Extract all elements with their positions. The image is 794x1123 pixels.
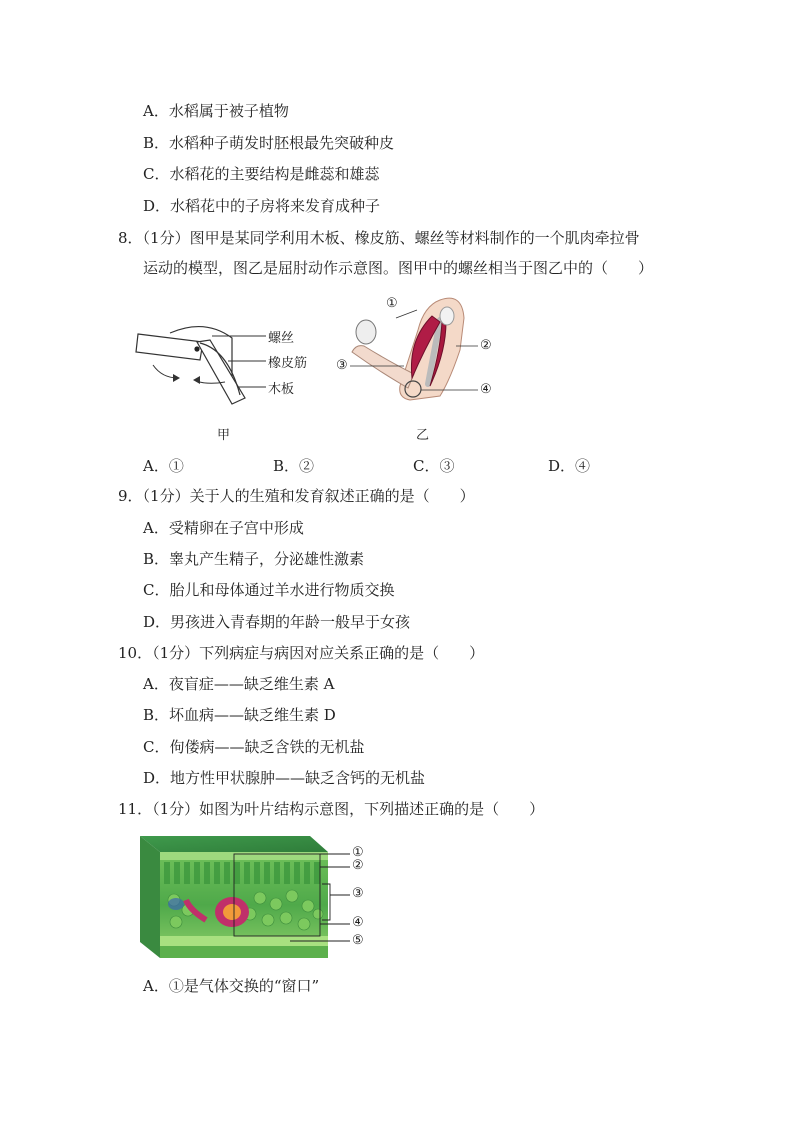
q10-option-b: B．坏血病——缺乏维生素 D: [143, 706, 336, 724]
q7-option-d: D．水稻花中的子房将来发育成种子: [143, 197, 381, 215]
q8-stem-line1: 8．（1分）图甲是某同学利用木板、橡皮筋、螺丝等材料制作的一个肌肉牵拉骨: [118, 229, 640, 247]
q8-option-b: B．②: [273, 457, 315, 475]
label-yi-1: ①: [386, 296, 398, 311]
q9-option-c: C．胎儿和母体通过羊水进行物质交换: [143, 581, 395, 599]
q10-option-a: A．夜盲症——缺乏维生素 A: [143, 675, 335, 693]
q9-stem: 9．（1分）关于人的生殖和发育叙述正确的是（ ）: [118, 487, 475, 505]
q8-option-d: D．④: [548, 457, 591, 475]
q8-option-a: A．①: [143, 457, 184, 475]
caption-yi: 乙: [416, 428, 430, 443]
q10-option-d: D．地方性甲状腺肿——缺乏含钙的无机盐: [143, 769, 426, 787]
q9-option-d: D．男孩进入青春期的年龄一般早于女孩: [143, 613, 411, 631]
label-leaf-4: ④: [352, 915, 364, 930]
q9-option-a: A．受精卵在子宫中形成: [143, 519, 304, 537]
label-yi-2: ②: [480, 338, 492, 353]
label-screw: 螺丝: [268, 331, 295, 346]
q7-option-b: B．水稻种子萌发时胚根最先突破种皮: [143, 134, 395, 152]
q8-option-c: C．③: [413, 457, 455, 475]
q11-option-a: A．①是气体交换的“窗口”: [143, 977, 320, 995]
q10-option-c: C．佝偻病——缺乏含铁的无机盐: [143, 738, 365, 756]
label-leaf-1: ①: [352, 845, 364, 860]
q8-stem-line2: 运动的模型，图乙是屈肘动作示意图。图甲中的螺丝相当于图乙中的（ ）: [143, 259, 654, 277]
label-leaf-5: ⑤: [352, 933, 364, 948]
label-yi-4: ④: [480, 382, 492, 397]
q11-stem: 11．（1分）如图为叶片结构示意图，下列描述正确的是（ ）: [118, 800, 545, 818]
caption-jia: 甲: [217, 428, 231, 443]
q9-option-b: B．睾丸产生精子，分泌雄性激素: [143, 550, 365, 568]
label-leaf-2: ②: [352, 858, 364, 873]
label-board: 木板: [268, 382, 295, 397]
q7-option-c: C．水稻花的主要结构是雌蕊和雄蕊: [143, 165, 380, 183]
q7-option-a: A．水稻属于被子植物: [143, 102, 289, 120]
q10-stem: 10．（1分）下列病症与病因对应关系正确的是（ ）: [118, 644, 485, 662]
label-yi-3: ③: [336, 358, 348, 373]
label-rubber-band: 橡皮筋: [268, 356, 308, 371]
label-leaf-3: ③: [352, 886, 364, 901]
